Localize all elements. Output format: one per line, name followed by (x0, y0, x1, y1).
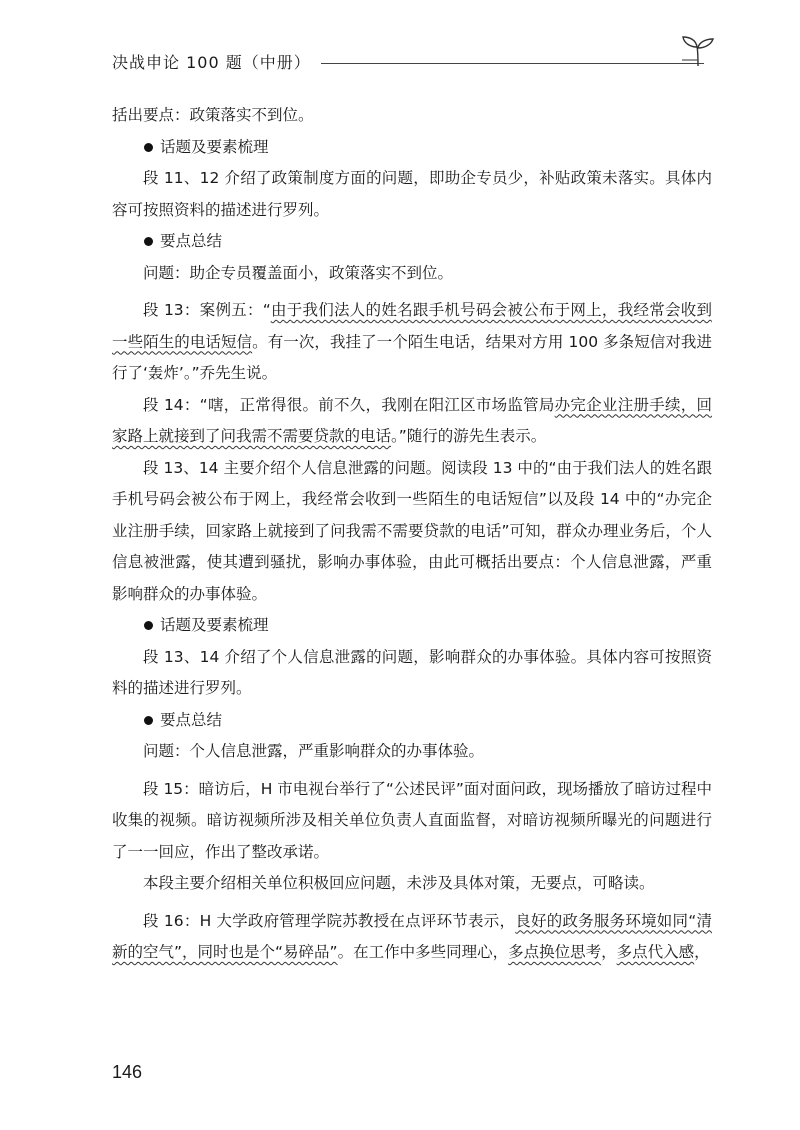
paragraph-4 (112, 295, 712, 390)
sprout-icon (680, 34, 716, 68)
underlined-text: 良好的政务服务环境如同“清新的空气”，同时也是个“易碎品” (112, 911, 713, 961)
paragraph-9: 段 15：暗访后，H 市电视台举行了“公述民评”面对面问政，现场播放了暗访过程中收集的视频。暗访视频所涉及相关单位负责人直面监督，对暗访视频所曝光的问题进行了一一回应，作出了整改承诺。 (112, 779, 712, 861)
bullet-heading-3 (112, 610, 712, 642)
paragraph-8: 问题：个人信息泄露，严重影响群众的办事体验。 (143, 742, 485, 760)
underlined-text: 办完企业注册手续，回家路上就接到了问我需不需要贷款的电话 (112, 395, 712, 445)
book-title: 决战申论 100 题（中册） (112, 52, 311, 72)
paragraph-11 (112, 906, 712, 969)
paragraph-2: 段 11、12 介绍了政策制度方面的问题，即助企专员少，补贴政策未落实。具体内容可按照资料的描述进行罗列。 (112, 169, 712, 219)
running-header (112, 48, 704, 74)
bullet-heading-label: 要点总结 (160, 232, 223, 250)
paragraph-6: 段 13、14 主要介绍个人信息泄露的问题。阅读段 13 中的“由于我们法人的姓名跟手机号码会被公布于网上，我经常会收到一些陌生的电话短信”以及段 14 中的“办完企业注册手续，回家路上就接到了问我需不需要贷款的电话”可知，群众办理业务后，个人信息被泄露，使其遭到骚扰，影响办事体验，由此可概括出要点：个人信息泄露，严重影响群众的办事体验。 (112, 458, 712, 603)
bullet-heading-label: 话题及要素梳理 (160, 137, 269, 156)
text-run: 。在工作中多些同理心， (337, 943, 509, 961)
text-run: 。有一次，我挂了一个陌生电话，结果对方用 100 多条短信对我进行了‘轰炸’。”乔先生说。 (112, 332, 712, 382)
text-run: 段 13：案例五：“ (143, 301, 271, 319)
page-number: 146 (112, 1062, 143, 1082)
paragraph-5 (112, 390, 712, 453)
page-body (112, 100, 712, 969)
text-run: 段 16：H 大学政府管理学院苏教授在点评环节表示， (143, 911, 516, 930)
underlined-text: 多点代入感 (616, 943, 695, 961)
bullet-heading-label: 话题及要素梳理 (160, 616, 269, 634)
paragraph-3: 问题：助企专员覆盖面小，政策落实不到位。 (143, 263, 454, 282)
underlined-text: 由于我们法人的姓名跟手机号码会被公布于网上，我经常会收到一些陌生的电话短信 (112, 301, 712, 351)
text-run: ， (601, 943, 617, 961)
bullet-dot-icon (144, 716, 153, 725)
underlined-text: 多点换位思考 (508, 943, 602, 961)
bullet-heading-4 (112, 705, 712, 737)
bullet-dot-icon (144, 237, 153, 246)
text-run: 段 14：“嗐，正常得很。前不久，我刚在阳江区市场监管局 (143, 395, 555, 414)
bullet-dot-icon (144, 621, 153, 630)
bullet-dot-icon (144, 143, 153, 152)
paragraph-10: 本段主要介绍相关单位积极回应问题，未涉及具体对策，无要点，可略读。 (143, 874, 655, 892)
bullet-heading-1 (112, 132, 712, 164)
text-run: 。”随行的游先生表示。 (391, 427, 547, 445)
header-rule (321, 63, 704, 64)
bullet-heading-2 (112, 226, 712, 258)
text-run: ， (694, 943, 710, 961)
paragraph-7: 段 13、14 介绍了个人信息泄露的问题，影响群众的办事体验。具体内容可按照资料的描述进行罗列。 (112, 647, 712, 697)
paragraph-1: 括出要点：政策落实不到位。 (112, 106, 314, 124)
bullet-heading-label: 要点总结 (160, 710, 223, 729)
